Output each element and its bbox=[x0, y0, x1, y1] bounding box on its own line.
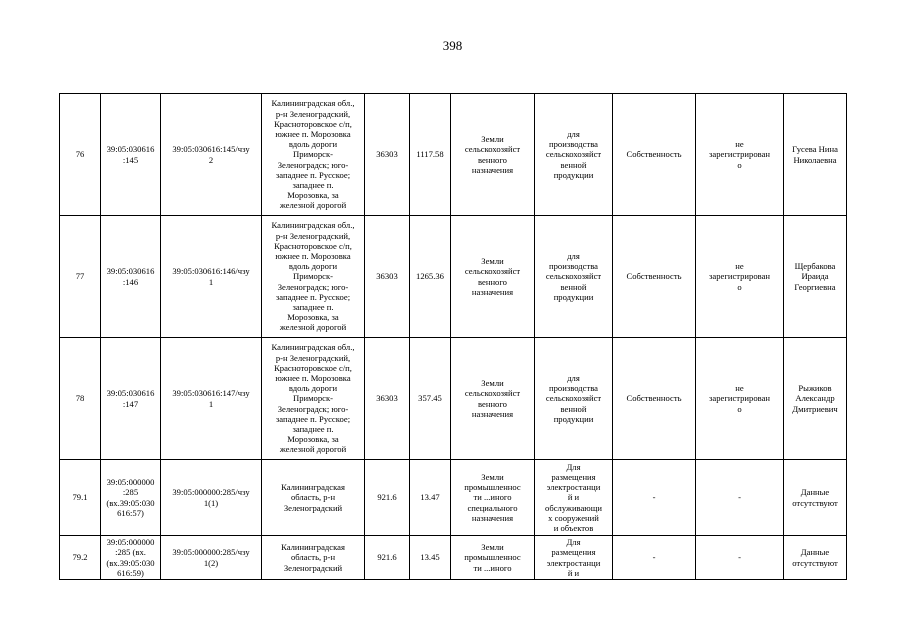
table-row bbox=[60, 338, 847, 460]
address-cell: Калининградская обл., р-н Зеленоградский, Краснотоpовское с/п, южнее п. Морозовка вдоль дороги Приморск- Зеленоградск; юго- западнее п. Русское; западнее п. Морозовка, за железной дорогой bbox=[262, 216, 365, 338]
registration-status-cell: - bbox=[696, 460, 784, 536]
plot-part-cell: 39:05:000000:285/чзу 1(2) bbox=[161, 536, 262, 580]
table-row bbox=[60, 460, 847, 536]
table-row bbox=[60, 536, 847, 580]
code-cell: 36303 bbox=[365, 94, 410, 216]
right-holder-cell: Гусева Нина Николаевна bbox=[784, 94, 847, 216]
land-category-cell: Земли сельскохозяйст венного назначения bbox=[451, 338, 535, 460]
right-type-cell: Собственность bbox=[613, 338, 696, 460]
area-cell: 13.47 bbox=[410, 460, 451, 536]
land-category-cell: Земли промышленнос ти ...иного специального назначения bbox=[451, 460, 535, 536]
row-number-cell: 78 bbox=[60, 338, 101, 460]
permitted-use-cell: Для размещения электростанци й и bbox=[535, 536, 613, 580]
area-cell: 1117.58 bbox=[410, 94, 451, 216]
registration-status-cell: не зарегистрирован о bbox=[696, 338, 784, 460]
permitted-use-cell: Для размещения электростанци й и обслуживающи х сооружений и объектов bbox=[535, 460, 613, 536]
area-cell: 13.45 bbox=[410, 536, 451, 580]
right-type-cell: Собственность bbox=[613, 94, 696, 216]
table-row bbox=[60, 216, 847, 338]
plot-part-cell: 39:05:030616:145/чзу 2 bbox=[161, 94, 262, 216]
land-registry-table bbox=[59, 93, 847, 580]
right-holder-cell: Щербакова Ираида Георгиевна bbox=[784, 216, 847, 338]
cadastral-number-cell: 39:05:000000 :285 (вх.39:05:030 616:57) bbox=[101, 460, 161, 536]
registration-status-cell: - bbox=[696, 536, 784, 580]
table-row bbox=[60, 94, 847, 216]
cadastral-number-cell: 39:05:030616 :147 bbox=[101, 338, 161, 460]
land-category-cell: Земли сельскохозяйст венного назначения bbox=[451, 94, 535, 216]
permitted-use-cell: для производства сельскохозяйст венной продукции bbox=[535, 338, 613, 460]
address-cell: Калининградская область, р-н Зеленоградский bbox=[262, 460, 365, 536]
right-holder-cell: Данные отсутствуют bbox=[784, 460, 847, 536]
land-category-cell: Земли сельскохозяйст венного назначения bbox=[451, 216, 535, 338]
plot-part-cell: 39:05:030616:146/чзу 1 bbox=[161, 216, 262, 338]
address-cell: Калининградская область, р-н Зеленоградский bbox=[262, 536, 365, 580]
plot-part-cell: 39:05:000000:285/чзу 1(1) bbox=[161, 460, 262, 536]
area-cell: 1265.36 bbox=[410, 216, 451, 338]
address-cell: Калининградская обл., р-н Зеленоградский, Краснотоpовское с/п, южнее п. Морозовка вдоль дороги Приморск- Зеленоградск; юго- западнее п. Русское; западнее п. Морозовка, за железной дорогой bbox=[262, 94, 365, 216]
right-type-cell: Собственность bbox=[613, 216, 696, 338]
code-cell: 921.6 bbox=[365, 536, 410, 580]
row-number-cell: 77 bbox=[60, 216, 101, 338]
code-cell: 36303 bbox=[365, 216, 410, 338]
permitted-use-cell: для производства сельскохозяйст венной продукции bbox=[535, 216, 613, 338]
right-holder-cell: Рыжиков Александр Дмитриевич bbox=[784, 338, 847, 460]
row-number-cell: 76 bbox=[60, 94, 101, 216]
registration-status-cell: не зарегистрирован о bbox=[696, 216, 784, 338]
cadastral-number-cell: 39:05:030616 :145 bbox=[101, 94, 161, 216]
right-type-cell: - bbox=[613, 460, 696, 536]
cadastral-number-cell: 39:05:000000 :285 (вх. (вх.39:05:030 616:59) bbox=[101, 536, 161, 580]
area-cell: 357.45 bbox=[410, 338, 451, 460]
registration-status-cell: не зарегистрирован о bbox=[696, 94, 784, 216]
address-cell: Калининградская обл., р-н Зеленоградский, Краснотоpовское с/п, южнее п. Морозовка вдоль дороги Приморск- Зеленоградск; юго- западнее п. Русское; западнее п. Морозовка, за железной дорогой bbox=[262, 338, 365, 460]
plot-part-cell: 39:05:030616:147/чзу 1 bbox=[161, 338, 262, 460]
permitted-use-cell: для производства сельскохозяйст венной продукции bbox=[535, 94, 613, 216]
land-category-cell: Земли промышленнос ти ...иного bbox=[451, 536, 535, 580]
row-number-cell: 79.1 bbox=[60, 460, 101, 536]
table-body bbox=[60, 94, 847, 580]
right-type-cell: - bbox=[613, 536, 696, 580]
row-number-cell: 79.2 bbox=[60, 536, 101, 580]
cadastral-number-cell: 39:05:030616 :146 bbox=[101, 216, 161, 338]
right-holder-cell: Данные отсутствуют bbox=[784, 536, 847, 580]
code-cell: 921.6 bbox=[365, 460, 410, 536]
code-cell: 36303 bbox=[365, 338, 410, 460]
page-number: 398 bbox=[442, 38, 463, 53]
